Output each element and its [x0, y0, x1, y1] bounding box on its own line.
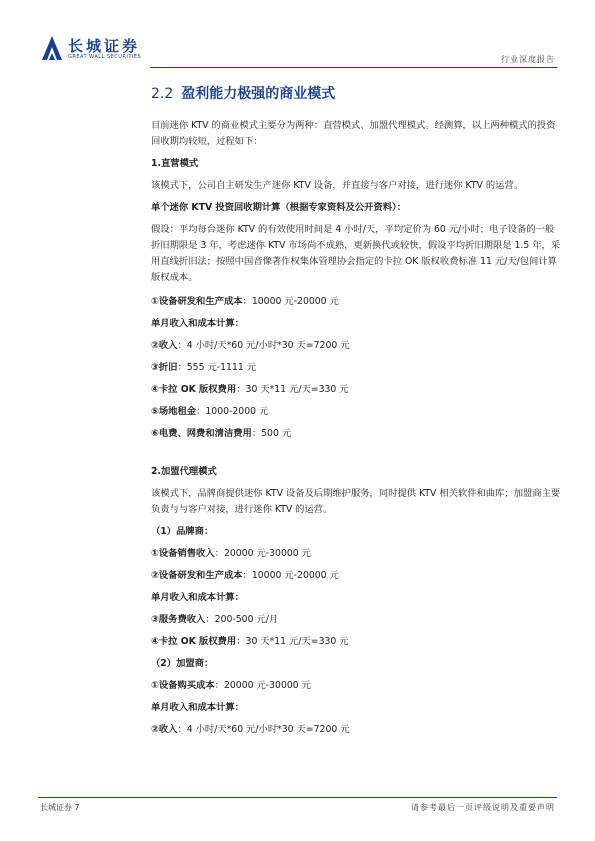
- item-value: ：4 小时/天*60 元/小时*30 天=7200 元: [177, 724, 350, 735]
- direct-model-description: 该模式下，公司自主研发生产迷你 KTV 设备，并直接与客户对接，进行迷你 KTV 的运营。: [151, 180, 524, 191]
- direct-model-heading: 1.直营模式: [151, 158, 199, 169]
- item-label: ②收入: [151, 340, 178, 351]
- report-type-label: 行业深度报告: [501, 55, 555, 64]
- item-value: ：30 天*11 元/天=330 元: [236, 384, 349, 395]
- item-value: ：10000 元-20000 元: [242, 296, 339, 307]
- section-number: 2.2: [151, 86, 174, 102]
- franchisee-heading: （2）加盟商：: [151, 658, 214, 669]
- list-item: [151, 634, 561, 650]
- item-value: ：500 元: [251, 428, 292, 439]
- main-content: [151, 80, 561, 738]
- item-label: ②设备研发和生产成本: [151, 570, 243, 581]
- list-item: [151, 338, 561, 354]
- list-item: [151, 360, 561, 376]
- item-label: ①设备购买成本: [151, 680, 215, 691]
- list-item: [151, 382, 561, 398]
- footer-company-page: 长城证券 7: [40, 803, 80, 812]
- intro-paragraph: 目前迷你 KTV 的商业模式主要分为两种：直营模式、加盟代理模式。经测算，以上两种模式的投资回收期均较短，过程如下：: [151, 120, 556, 147]
- item-value: ：20000 元-30000 元: [214, 680, 311, 691]
- page-header: [0, 0, 595, 70]
- list-item: [151, 404, 561, 420]
- brand-owner-heading: （1）品牌商：: [151, 526, 214, 537]
- item-value: ：20000 元-30000 元: [214, 548, 311, 559]
- header-divider: [150, 67, 557, 68]
- assumption-paragraph: 假设：平均每台迷你 KTV 的有效使用时间是 4 小时/天，平均定价为 60 元/小时；电子设备的一般折旧期限是 3 年，考虑迷你 KTV 市场尚不成熟，更新换代或较快，假设平均折旧期限是 1.5 年，采用直线折旧法；按照中国音像著作权集体管理协会指定的卡拉 OK 版权收费标准 11 元/天/包间计算版权成本。: [151, 224, 561, 283]
- list-item: [151, 722, 561, 738]
- item-label: ⑥电费、网费和清洁费用: [151, 428, 252, 439]
- item-value: ：10000 元-20000 元: [242, 570, 339, 581]
- list-item: [151, 678, 561, 694]
- payback-calc-heading: 单个迷你 KTV 投资回收期计算（根据专家资料及公开资料）：: [151, 202, 406, 213]
- list-item: [151, 294, 561, 310]
- item-value: ：555 元-1111 元: [177, 362, 257, 373]
- section-title-text: 盈利能力极强的商业模式: [181, 86, 336, 102]
- logo-chinese-name: 长城证券: [68, 37, 141, 55]
- item-value: ：1000-2000 元: [196, 406, 269, 417]
- franchisee-monthly-heading: 单月收入和成本计算：: [151, 702, 244, 713]
- item-label: ⑤场地租金: [151, 406, 197, 417]
- item-label: ④卡拉 OK 版权费用: [151, 636, 237, 647]
- item-label: ①设备研发和生产成本: [151, 296, 243, 307]
- item-value: ：200-500 元/月: [205, 614, 279, 625]
- list-item: [151, 568, 561, 584]
- item-value: ：30 天*11 元/天=330 元: [236, 636, 349, 647]
- item-value: ：4 小时/天*60 元/小时*30 天=7200 元: [177, 340, 350, 351]
- list-item: [151, 612, 561, 628]
- footer-divider: [38, 797, 557, 798]
- logo-english-name: GREAT WALL SECURITIES: [68, 54, 142, 60]
- brand-monthly-heading: 单月收入和成本计算：: [151, 592, 244, 603]
- item-label: ①设备销售收入: [151, 548, 215, 559]
- page-footer: [0, 792, 595, 832]
- item-label: ③服务费收入: [151, 614, 206, 625]
- section-title: [151, 80, 561, 108]
- monthly-calc-heading: 单月收入和成本计算：: [151, 318, 244, 329]
- footer-disclaimer: 请参考最后一页评级说明及重要声明: [411, 803, 555, 812]
- item-label: ②收入: [151, 724, 178, 735]
- great-wall-logo-icon: [40, 34, 64, 62]
- item-label: ④卡拉 OK 版权费用: [151, 384, 237, 395]
- item-label: ③折旧: [151, 362, 178, 373]
- list-item: [151, 546, 561, 562]
- list-item: [151, 426, 561, 442]
- franchise-model-description: 该模式下，品牌商提供迷你 KTV 设备及后期维护服务，同时提供 KTV 相关软件和曲库；加盟商主要负责与与客户对接，进行迷你 KTV 的运营。: [151, 488, 561, 515]
- franchise-model-heading: 2.加盟代理模式: [151, 466, 217, 477]
- company-logo: [40, 34, 140, 70]
